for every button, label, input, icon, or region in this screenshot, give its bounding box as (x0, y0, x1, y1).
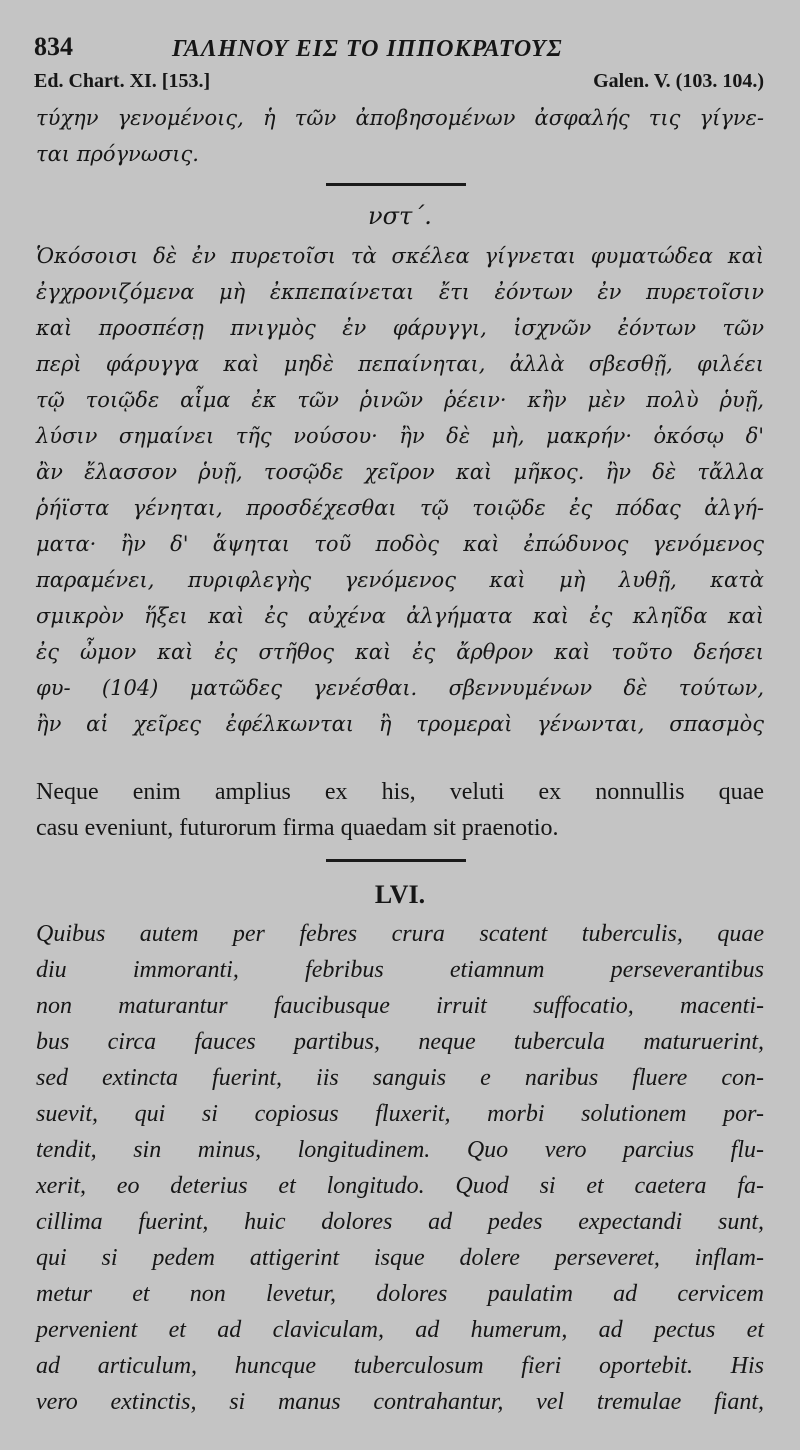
text-line: Quibus autem per febres crura scatent tuberculis, quae (36, 921, 764, 947)
page-header (34, 30, 764, 64)
text-line: metur et non levetur, dolores paulatim ad cervicem (36, 1281, 764, 1307)
text-line: Ὁκόσοισι δὲ ἐν πυρετοῖσι τὰ σκέλεα γίγνεται φυματώδεα καὶ (36, 244, 764, 268)
text-line: παραμένει, πυριφλεγὴς γενόμενος καὶ μὴ λυθῇ, κατὰ (36, 568, 764, 592)
text-line: σμικρὸν ἥξει καὶ ἐς αὐχένα ἀλγήματα καὶ ἐς κληῖδα καὶ (36, 604, 764, 628)
text-line: τῷ τοιῷδε αἷμα ἐκ τῶν ῥινῶν ῥέειν· κἢν μὲν πολὺ ῥυῇ, (36, 388, 764, 412)
text-line: ἂν ἔλασσον ῥυῇ, τοσῷδε χεῖρον καὶ μῆκος. ἢν δὲ τἄλλα (36, 460, 764, 484)
text-line: τύχην γενομένοις, ἡ τῶν ἀποβησομένων ἀσφαλής τις γίγνε- (36, 106, 764, 130)
text-line: περὶ φάρυγγα καὶ μηδὲ πεπαίνηται, ἀλλὰ σβεσθῇ, φιλέει (36, 352, 764, 376)
text-line: diu immoranti, febribus etiamnum perseverantibus (36, 957, 764, 983)
text-line: bus circa fauces partibus, neque tubercula maturuerint, (36, 1029, 764, 1055)
text-line: ῥήϊστα γένηται, προσδέχεσθαι τῷ τοιῷδε ἐς πόδας ἀλγή- (36, 496, 764, 520)
text-line: Neque enim amplius ex his, veluti ex nonnullis quae (36, 779, 764, 805)
text-line: cillima fuerint, huic dolores ad pedes expectandi sunt, (36, 1209, 764, 1235)
text-line: ad articulum, huncque tuberculosum fieri oportebit. His (36, 1353, 764, 1379)
greek-aphorism (36, 238, 764, 742)
text-line: suevit, qui si copiosus fluxerit, morbi solutionem por- (36, 1101, 764, 1127)
text-line: tendit, sin minus, longitudinem. Quo vero parcius flu- (36, 1137, 764, 1163)
text-line: vero extinctis, si manus contrahantur, vel tremulae fiant, (36, 1389, 764, 1415)
text-line: sed extincta fuerint, iis sanguis e naribus fluere con- (36, 1065, 764, 1091)
running-title: ΓΑΛΗΝΟΥ ΕΙΣ ΤΟ ΙΠΠΟΚΡΑΤΟΥΣ (172, 36, 563, 62)
edition-ref-chartier: Ed. Chart. XI. [153.] (34, 70, 211, 92)
text-line: ἐς ὦμον καὶ ἐς στῆθος καὶ ἐς ἄρθρον καὶ τοῦτο δεήσει (36, 640, 764, 664)
text-line: ἢν αἱ χεῖρες ἐφέλκωνται ἢ τρομεραὶ γένωνται, σπασμὸς (36, 712, 764, 736)
page-number: 834 (34, 32, 73, 61)
text-line: xerit, eo deterius et longitudo. Quod si et caetera fa- (36, 1173, 764, 1199)
latin-intro (36, 774, 764, 846)
text-line: pervenient et ad claviculam, ad humerum, ad pectus et (36, 1317, 764, 1343)
text-line: καὶ προσπέσῃ πνιγμὸς ἐν φάρυγγι, ἰσχνῶν ἐόντων τῶν (36, 316, 764, 340)
text-line: ἐγχρονιζόμενα μὴ ἐκπεπαίνεται ἔτι ἐόντων ἐν πυρετοῖσιν (36, 280, 764, 304)
section-divider (326, 183, 466, 186)
text-line: non maturantur faucibusque irruit suffocatio, macenti- (36, 993, 764, 1019)
latin-aphorism (36, 916, 764, 1420)
text-line: λύσιν σημαίνει τῆς νούσου· ἢν δὲ μὴ, μακρήν· ὁκόσῳ δ' (36, 424, 764, 448)
latin-section-number: LVI. (374, 880, 426, 909)
text-line: ται πρόγνωσις. (36, 142, 199, 166)
edition-references (34, 70, 764, 96)
greek-section-number: νστ΄. (368, 202, 432, 230)
greek-intro (36, 100, 764, 172)
text-line: ματα· ἢν δ' ἅψηται τοῦ ποδὸς καὶ ἐπώδυνος γενόμενος (36, 532, 764, 556)
edition-ref-kuehn: Galen. V. (103. 104.) (593, 70, 764, 92)
section-divider (326, 859, 466, 862)
text-line: casu eveniunt, futurorum firma quaedam sit praenotio. (36, 815, 559, 841)
text-line: φυ- (104) ματῶδες γενέσθαι. σβεννυμένων δὲ τούτων, (36, 676, 764, 700)
text-line: qui si pedem attigerint isque dolere perseveret, inflam- (36, 1245, 764, 1271)
